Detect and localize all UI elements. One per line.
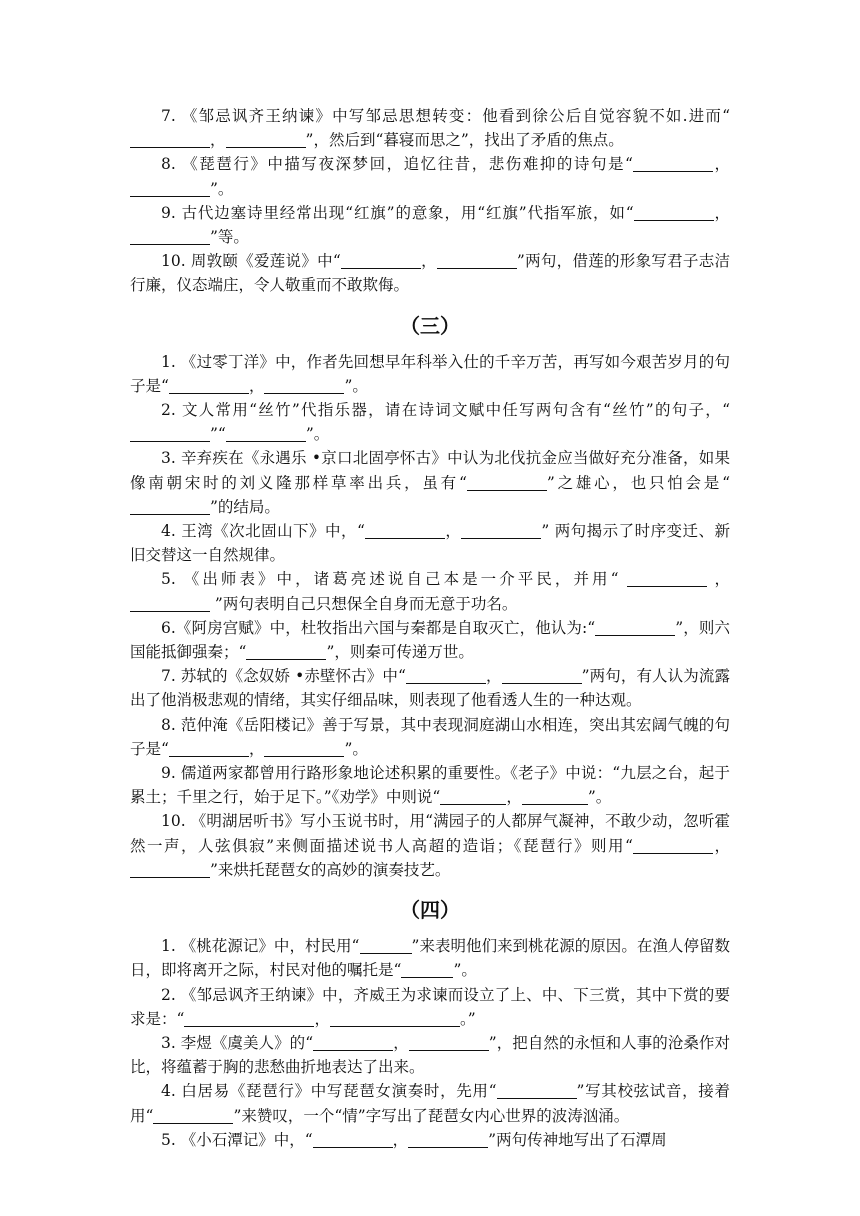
answer-blank[interactable]: [264, 377, 344, 394]
question-8: 8. 范仲淹《岳阳楼记》善于写景，其中表现洞庭湖山水相连，突出其宏阔气魄的句子是“ ， ”。: [130, 715, 730, 758]
question-6: 6.《阿房宫赋》中，杜牧指出六国与秦都是自取灭亡，他认为:“ ”，则六国能抵御强秦；“ ”，则秦可传递万世。: [130, 618, 730, 662]
answer-blank[interactable]: [153, 1107, 233, 1124]
worksheet-page: [130, 104, 730, 1152]
question-4: 4. 王湾《次北固山下》中，“ ， ” 两句揭示了时序变迁、新旧交替这一自然规律。: [130, 522, 731, 565]
answer-blank[interactable]: [437, 253, 517, 270]
answer-blank[interactable]: [408, 1131, 488, 1148]
question-5: 5. 《小石潭记》中，“ ， ”两句传神地写出了石潭周: [161, 1130, 667, 1149]
answer-blank[interactable]: [401, 962, 453, 979]
question-3: 3. 辛弃疾在《永遇乐 •京口北固亭怀古》中认为北伐抗金应当做好充分准备，如果像南朝宋时的刘义隆那样草率出兵，虽有“ ”之雄心，也只怕会是“”的结局。: [130, 449, 730, 516]
answer-blank[interactable]: [633, 837, 713, 854]
answer-blank[interactable]: [313, 1034, 393, 1051]
answer-blank[interactable]: [313, 1131, 393, 1148]
section-four-title: （四）: [400, 898, 460, 923]
section-two-tail: [130, 104, 730, 298]
answer-blank[interactable]: [467, 474, 547, 491]
answer-blank[interactable]: [130, 595, 210, 612]
question-1: 1. 《过零丁洋》中，作者先回想早年科举入仕的千辛万苦，再写如今艰苦岁月的句子是“ ， ”。: [130, 352, 730, 395]
section-three: [130, 350, 730, 882]
answer-blank[interactable]: [130, 132, 210, 149]
question-3: 3. 李煜《虞美人》的“ ， ”，把自然的永恒和人事的沧桑作对比，将蕴蓄于胸的悲愁曲折地表达了出来。: [130, 1033, 730, 1077]
answer-blank[interactable]: [406, 668, 486, 685]
answer-blank[interactable]: [627, 571, 707, 588]
answer-blank[interactable]: [341, 253, 421, 270]
answer-blank[interactable]: [461, 523, 541, 540]
answer-blank[interactable]: [264, 740, 344, 757]
question-7: 7. 苏轼的《念奴娇 •赤壁怀古》中“ ， ”两句，有人认为流露出了他消极悲观的情绪，其实仔细品味，则表现了他看透人生的一种达观。: [130, 667, 730, 710]
answer-blank[interactable]: [502, 668, 582, 685]
answer-blank[interactable]: [360, 938, 412, 955]
answer-blank[interactable]: [130, 498, 210, 515]
question-2: 2. 《邹忌讽齐王纳谏》中，齐威王为求谏而设立了上、中、下三赏，其中下赏的要求是：“ ， 。”: [130, 985, 730, 1028]
answer-blank[interactable]: [130, 861, 210, 878]
answer-blank[interactable]: [226, 132, 306, 149]
answer-blank[interactable]: [440, 789, 506, 806]
answer-blank[interactable]: [497, 1083, 577, 1100]
answer-blank[interactable]: [184, 1010, 314, 1027]
answer-blank[interactable]: [330, 1010, 460, 1027]
question-10: 10. 《明湖居听书》写小玉说书时，用“满园子的人都屏气凝神，不敢少动，忽听霍然一声，人弦俱寂”来侧面描述说书人高超的造诣；《琵琶行》则用“ ，”来烘托琵琶女的高妙的演奏技艺。: [130, 812, 730, 879]
answer-blank[interactable]: [169, 377, 249, 394]
question-8: 8. 《琵琶行》中描写夜深梦回，追忆往昔，悲伤难抑的诗句是“ ，”。: [130, 152, 730, 200]
question-5: 5. 《出师表》中，诸葛亮述说自己本是一介平民，并用“ ， ”两句表明自己只想保全自身而无意于功名。: [130, 567, 730, 615]
question-9: 9. 儒道两家都曾用行路形象地论述积累的重要性。《老子》中说：“九层之台，起于累土；千里之行，始于足下。”《劝学》中则说“ ， ”。: [130, 764, 730, 807]
answer-blank[interactable]: [409, 1034, 489, 1051]
answer-blank[interactable]: [226, 426, 306, 443]
question-2: 2. 文人常用“丝竹”代指乐器，请在诗词文赋中任写两句含有“丝竹”的句子，“”“ ”。: [130, 398, 730, 446]
answer-blank[interactable]: [130, 180, 210, 197]
answer-blank[interactable]: [169, 740, 249, 757]
answer-blank[interactable]: [522, 789, 588, 806]
section-four: [130, 934, 730, 1152]
question-4: 4. 白居易《琵琶行》中写琵琶女演奏时，先用“ ”写其校弦试音，接着用“ ”来赞叹，一个“情”字写出了琵琶女内心世界的波涛汹涌。: [130, 1082, 730, 1125]
question-9: 9. 古代边塞诗里经常出现“红旗”的意象，用“红旗”代指军旅，如“ ，”等。: [130, 201, 730, 249]
answer-blank[interactable]: [633, 156, 713, 173]
answer-blank[interactable]: [365, 523, 445, 540]
answer-blank[interactable]: [130, 229, 210, 246]
question-7: 7. 《邹忌讽齐王纳谏》中写邹忌思想转变：他看到徐公后自觉容貌不如.进而“， ”，然后到“暮寝而思之”，找出了矛盾的焦点。: [130, 104, 730, 152]
answer-blank[interactable]: [595, 619, 675, 636]
question-1: 1. 《桃花源记》中，村民用“ ”来表明他们来到桃花源的原因。在渔人停留数日，即将离开之际，村民对他的嘱托是“ ”。: [130, 937, 731, 980]
section-three-title: （三）: [400, 313, 460, 338]
answer-blank[interactable]: [246, 644, 326, 661]
answer-blank[interactable]: [634, 204, 714, 221]
question-10: 10. 周敦颐《爱莲说》中“ ， ”两句，借莲的形象写君子志洁行廉，仪态端庄，令人敬重而不敢欺侮。: [130, 252, 730, 295]
answer-blank[interactable]: [130, 426, 210, 443]
